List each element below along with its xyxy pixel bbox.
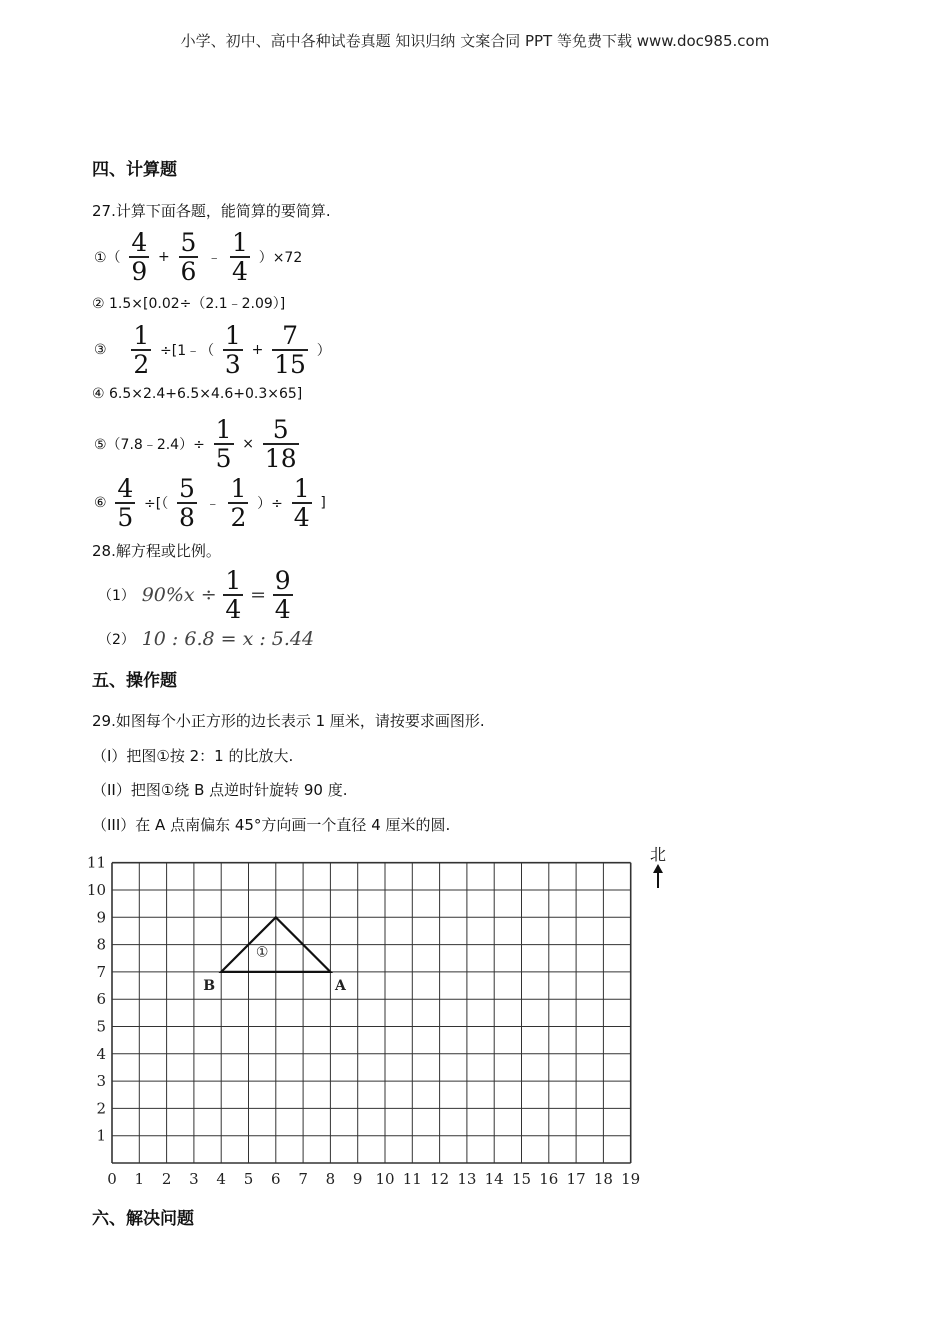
fraction: $\frac{7}{15}$ bbox=[274, 321, 306, 379]
p5-label: ⑤（7.8﹣2.4）÷ bbox=[94, 437, 205, 453]
section-6-title: 六、解决问题 bbox=[92, 1209, 194, 1229]
fraction: $\frac{9}{4}$ bbox=[274, 566, 291, 624]
q27-stem: 27.计算下面各题，能简算的要简算. bbox=[92, 202, 331, 220]
q28-equation-1 bbox=[96, 568, 295, 622]
q27-problem-5 bbox=[92, 417, 301, 471]
point-label-b: B bbox=[203, 977, 216, 994]
triangle-label: ① bbox=[255, 944, 269, 961]
e1-lhs: 90%x ÷ bbox=[141, 584, 217, 606]
q27-problem-6 bbox=[92, 476, 328, 530]
section-5-title: 五、操作题 bbox=[92, 671, 177, 691]
operator: + bbox=[158, 249, 170, 265]
y-tick-label: 8 bbox=[96, 935, 106, 954]
y-tick-label: 6 bbox=[96, 990, 106, 1009]
fraction: $\frac{5}{6}$ bbox=[180, 228, 197, 286]
y-tick-label: 9 bbox=[96, 908, 106, 927]
y-tick-label: 10 bbox=[86, 881, 106, 899]
q27-problem-2: ② 1.5×[0.02÷（2.1﹣2.09）] bbox=[92, 296, 286, 312]
e2-label: （2） bbox=[98, 632, 135, 648]
x-tick-label: 5 bbox=[243, 1170, 254, 1188]
x-tick-label: 14 bbox=[484, 1170, 504, 1188]
p1-label: ①（ bbox=[94, 250, 121, 266]
page-header: 小学、初中、高中各种试卷真题 知识归纳 文案合同 PPT 等免费下载 www.doc985.com bbox=[180, 32, 770, 50]
north-label: 北 bbox=[649, 845, 667, 864]
p1-tail: ）×72 bbox=[258, 250, 303, 266]
operator: ÷[（ bbox=[144, 496, 169, 512]
y-tick-label: 3 bbox=[96, 1072, 106, 1091]
fraction: $\frac{1}{3}$ bbox=[224, 321, 241, 379]
x-tick-label: 2 bbox=[161, 1170, 172, 1188]
fraction: $\frac{1}{2}$ bbox=[133, 321, 150, 379]
y-tick-label: 7 bbox=[96, 962, 106, 981]
y-tick-label: 2 bbox=[96, 1099, 106, 1118]
operator: ﹣ bbox=[207, 250, 222, 266]
x-tick-label: 16 bbox=[539, 1170, 559, 1188]
fraction: $\frac{1}{4}$ bbox=[232, 228, 248, 286]
q28-equation-2 bbox=[96, 628, 314, 650]
q29-part-ii: （II）把图①绕 B 点逆时针旋转 90 度. bbox=[92, 781, 348, 799]
fraction: $\frac{1}{2}$ bbox=[230, 474, 247, 532]
fraction: $\frac{4}{9}$ bbox=[131, 228, 148, 286]
north-arrow-icon bbox=[653, 864, 663, 873]
fraction: $\frac{5}{8}$ bbox=[179, 474, 195, 532]
p6-label: ⑥ bbox=[94, 495, 107, 511]
q27-problem-3 bbox=[92, 323, 333, 377]
p6-tail: ] bbox=[320, 495, 326, 511]
p3-tail: ） bbox=[316, 343, 331, 359]
x-tick-label: 1 bbox=[134, 1170, 145, 1188]
operator: ）÷ bbox=[257, 496, 283, 512]
x-tick-label: 19 bbox=[621, 1170, 641, 1188]
operator: × bbox=[242, 436, 255, 452]
point-label-a: A bbox=[334, 977, 346, 994]
fraction: $\frac{1}{4}$ bbox=[225, 566, 242, 624]
q27-problem-1 bbox=[92, 230, 304, 284]
fraction: $\frac{4}{5}$ bbox=[117, 474, 134, 532]
x-tick-label: 4 bbox=[216, 1170, 226, 1188]
fraction: $\frac{1}{4}$ bbox=[293, 474, 310, 532]
fraction: $\frac{5}{18}$ bbox=[264, 415, 297, 473]
q29-part-iii: （III）在 A 点南偏东 45°方向画一个直径 4 厘米的圆. bbox=[92, 816, 451, 834]
x-tick-label: 6 bbox=[271, 1170, 281, 1188]
y-tick-label: 4 bbox=[96, 1044, 106, 1063]
x-tick-label: 17 bbox=[566, 1170, 586, 1188]
q28-stem: 28.解方程或比例。 bbox=[92, 542, 221, 560]
y-tick-label: 11 bbox=[86, 853, 106, 872]
x-tick-label: 9 bbox=[352, 1170, 363, 1188]
coordinate-grid bbox=[0, 840, 700, 1195]
x-tick-label: 7 bbox=[298, 1170, 308, 1188]
x-tick-label: 18 bbox=[593, 1170, 613, 1188]
operator: ﹣ bbox=[205, 496, 220, 512]
equals-sign: = bbox=[250, 584, 266, 606]
q27-problem-4: ④ 6.5×2.4+6.5×4.6+0.3×65] bbox=[92, 386, 303, 402]
operator: + bbox=[251, 342, 264, 358]
e2-expression: 10 : 6.8 = x : 5.44 bbox=[141, 628, 315, 650]
x-tick-label: 10 bbox=[375, 1170, 395, 1188]
y-tick-label: 1 bbox=[96, 1126, 106, 1145]
q29-part-i: （I）把图①按 2：1 的比放大. bbox=[92, 747, 294, 765]
e1-label: （1） bbox=[98, 588, 135, 604]
p3-label: ③ bbox=[94, 342, 107, 358]
x-tick-label: 3 bbox=[189, 1170, 199, 1188]
y-tick-label: 5 bbox=[96, 1017, 106, 1036]
x-tick-label: 13 bbox=[457, 1170, 477, 1188]
x-tick-label: 0 bbox=[107, 1170, 117, 1188]
x-tick-label: 11 bbox=[402, 1170, 422, 1188]
x-tick-label: 15 bbox=[511, 1170, 532, 1188]
section-4-title: 四、计算题 bbox=[92, 160, 177, 180]
fraction: $\frac{1}{5}$ bbox=[215, 415, 232, 473]
operator: ÷[1﹣（ bbox=[160, 343, 215, 359]
x-tick-label: 12 bbox=[430, 1170, 450, 1188]
x-tick-label: 8 bbox=[325, 1170, 336, 1188]
q29-stem: 29.如图每个小正方形的边长表示 1 厘米，请按要求画图形. bbox=[92, 712, 485, 730]
